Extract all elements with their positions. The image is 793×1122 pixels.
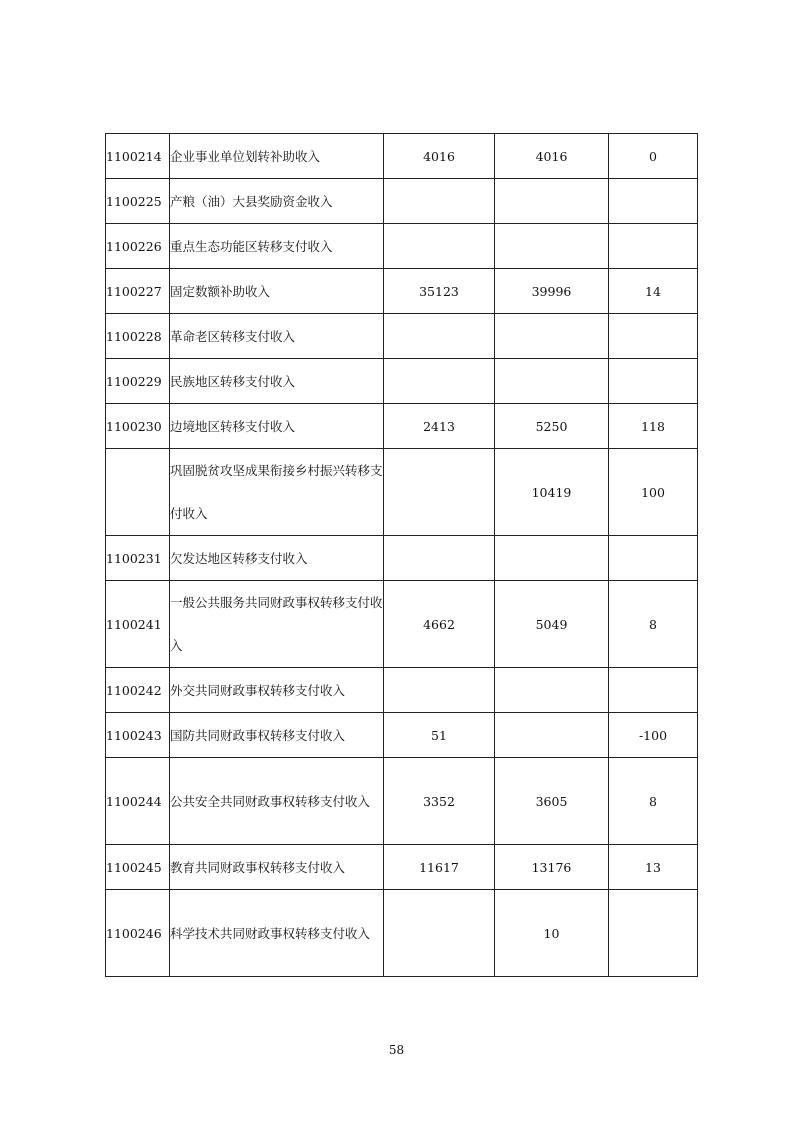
table-row: [106, 668, 698, 713]
amount-prev: [384, 890, 495, 977]
item-name: 欠发达地区转移支付收入: [170, 536, 384, 581]
budget-table: [105, 133, 698, 977]
item-name: 一般公共服务共同财政事权转移支付收入: [170, 581, 384, 668]
amount-prev: 11617: [384, 845, 495, 890]
item-name: 教育共同财政事权转移支付收入: [170, 845, 384, 890]
growth-rate: 13: [609, 845, 698, 890]
item-name: 民族地区转移支付收入: [170, 359, 384, 404]
table-row: [106, 269, 698, 314]
growth-rate: 8: [609, 758, 698, 845]
table-row: [106, 224, 698, 269]
table-row: [106, 758, 698, 845]
item-code: 1100241: [106, 581, 170, 668]
item-code: 1100214: [106, 134, 170, 179]
amount-current: [495, 359, 609, 404]
amount-current: [495, 179, 609, 224]
page-number: 58: [388, 1043, 405, 1057]
amount-prev: [384, 224, 495, 269]
item-code: 1100229: [106, 359, 170, 404]
table-row: [106, 536, 698, 581]
amount-current: [495, 713, 609, 758]
item-code: 1100226: [106, 224, 170, 269]
amount-prev: 2413: [384, 404, 495, 449]
table-row: [106, 890, 698, 977]
amount-prev: [384, 179, 495, 224]
item-code: 1100225: [106, 179, 170, 224]
growth-rate: 100: [609, 449, 698, 536]
table-row: [106, 359, 698, 404]
amount-prev: 51: [384, 713, 495, 758]
amount-prev: 4662: [384, 581, 495, 668]
item-code: 1100245: [106, 845, 170, 890]
item-code: 1100242: [106, 668, 170, 713]
item-name: 固定数额补助收入: [170, 269, 384, 314]
amount-current: 5250: [495, 404, 609, 449]
item-code: 1100227: [106, 269, 170, 314]
table-row: [106, 314, 698, 359]
item-code: [106, 449, 170, 536]
item-name: 科学技术共同财政事权转移支付收入: [170, 890, 384, 977]
table-row: [106, 134, 698, 179]
item-code: 1100231: [106, 536, 170, 581]
amount-current: [495, 536, 609, 581]
growth-rate: 14: [609, 269, 698, 314]
amount-current: 5049: [495, 581, 609, 668]
amount-current: [495, 314, 609, 359]
item-name: 重点生态功能区转移支付收入: [170, 224, 384, 269]
amount-prev: [384, 536, 495, 581]
growth-rate: [609, 890, 698, 977]
table-row: [106, 581, 698, 668]
table-row: [106, 845, 698, 890]
item-code: 1100228: [106, 314, 170, 359]
growth-rate: 118: [609, 404, 698, 449]
growth-rate: -100: [609, 713, 698, 758]
amount-current: 3605: [495, 758, 609, 845]
growth-rate: 0: [609, 134, 698, 179]
item-name: 外交共同财政事权转移支付收入: [170, 668, 384, 713]
growth-rate: [609, 179, 698, 224]
amount-prev: [384, 668, 495, 713]
amount-prev: 4016: [384, 134, 495, 179]
table-row: [106, 404, 698, 449]
growth-rate: 8: [609, 581, 698, 668]
item-name: 边境地区转移支付收入: [170, 404, 384, 449]
item-code: 1100243: [106, 713, 170, 758]
amount-prev: [384, 449, 495, 536]
amount-current: [495, 668, 609, 713]
item-name: 公共安全共同财政事权转移支付收入: [170, 758, 384, 845]
amount-current: 4016: [495, 134, 609, 179]
amount-current: 10: [495, 890, 609, 977]
item-name: 革命老区转移支付收入: [170, 314, 384, 359]
amount-current: 10419: [495, 449, 609, 536]
amount-prev: 3352: [384, 758, 495, 845]
amount-prev: 35123: [384, 269, 495, 314]
growth-rate: [609, 314, 698, 359]
table-row: [106, 179, 698, 224]
amount-current: 13176: [495, 845, 609, 890]
item-code: 1100230: [106, 404, 170, 449]
growth-rate: [609, 359, 698, 404]
item-code: 1100244: [106, 758, 170, 845]
item-name: 国防共同财政事权转移支付收入: [170, 713, 384, 758]
growth-rate: [609, 668, 698, 713]
amount-prev: [384, 314, 495, 359]
table-row: [106, 713, 698, 758]
growth-rate: [609, 224, 698, 269]
amount-current: [495, 224, 609, 269]
item-name: 企业事业单位划转补助收入: [170, 134, 384, 179]
item-name: 巩固脱贫攻坚成果衔接乡村振兴转移支付收入: [170, 449, 384, 536]
growth-rate: [609, 536, 698, 581]
item-code: 1100246: [106, 890, 170, 977]
item-name: 产粮（油）大县奖励资金收入: [170, 179, 384, 224]
table-row: [106, 449, 698, 536]
amount-current: 39996: [495, 269, 609, 314]
amount-prev: [384, 359, 495, 404]
